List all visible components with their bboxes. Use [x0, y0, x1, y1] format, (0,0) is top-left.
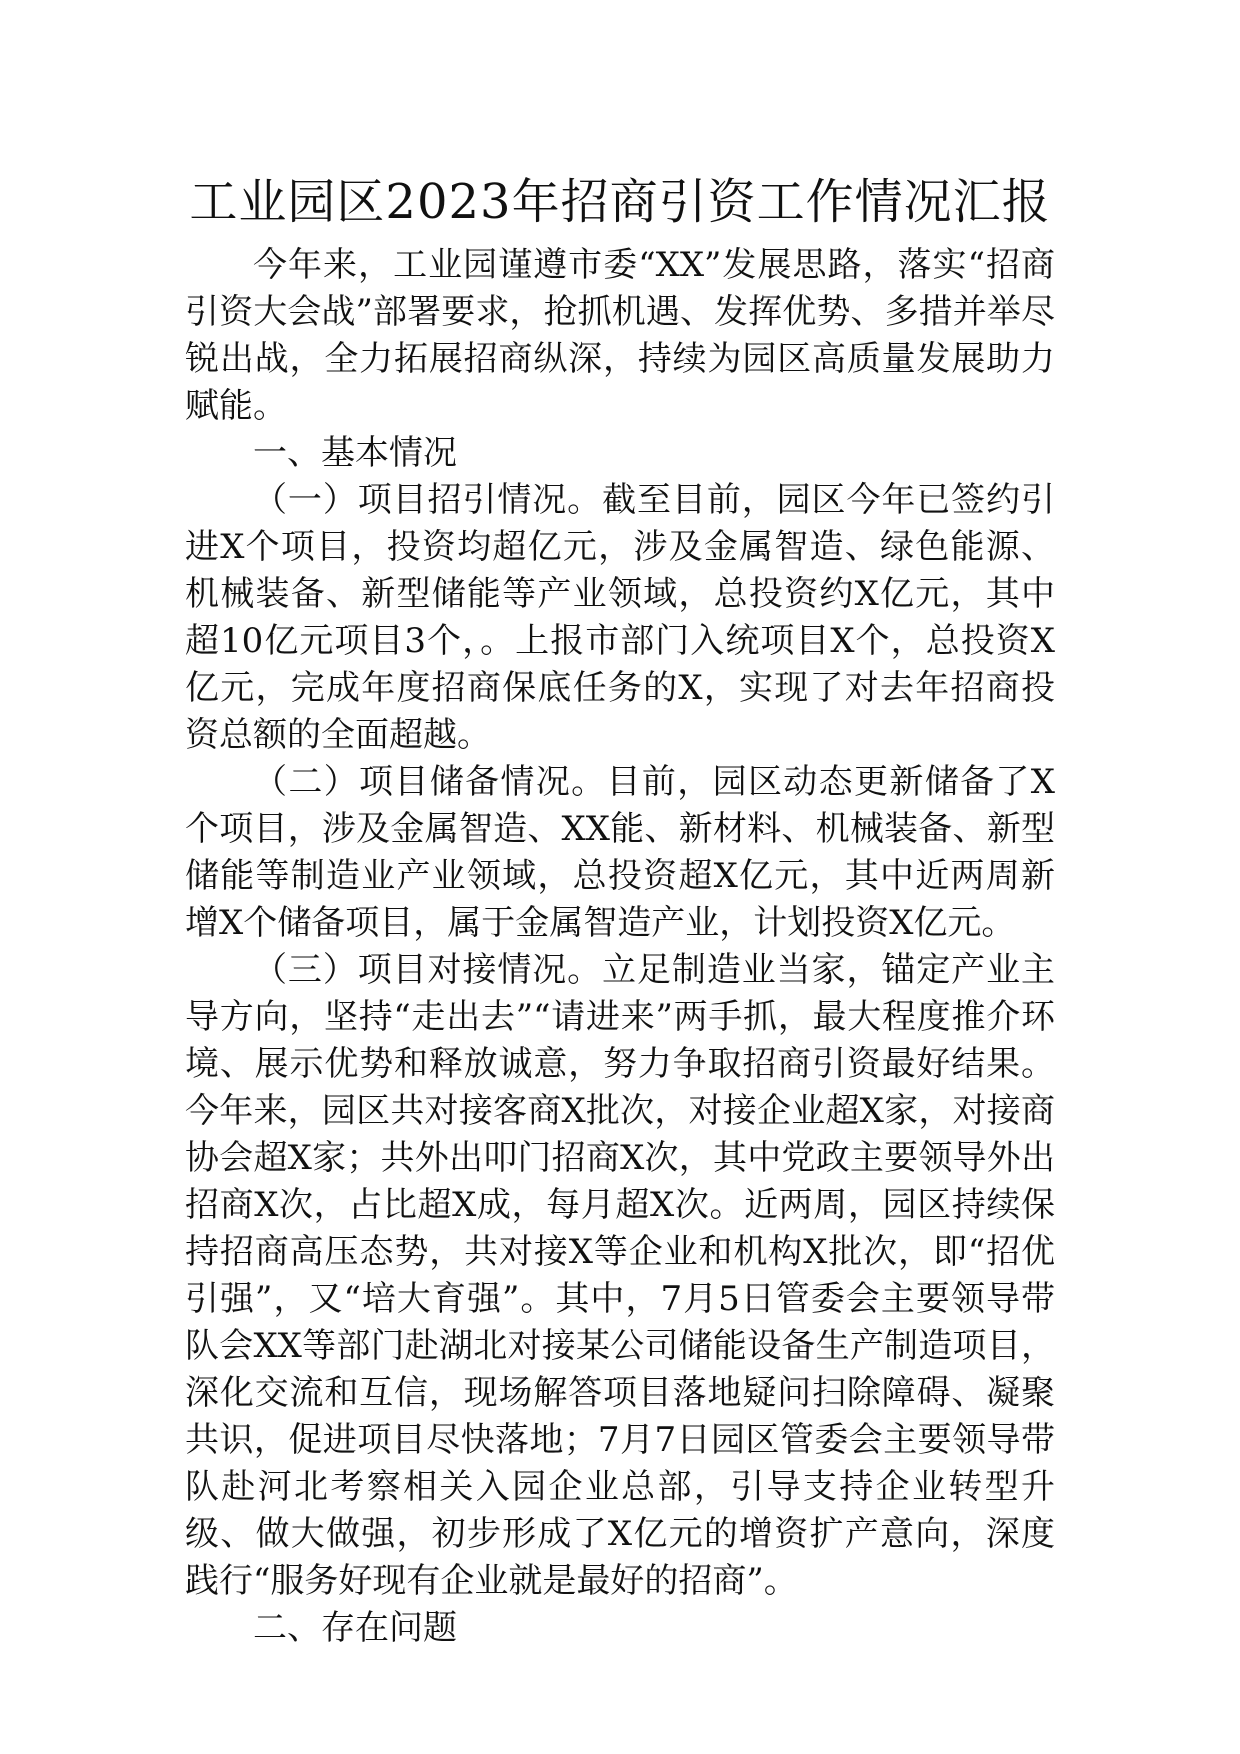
paragraph-project-reserve: （二）项目储备情况。目前，园区动态更新储备了X个项目，涉及金属智造、XX能、新材料、机械装备、新型储能等制造业产业领域，总投资超X亿元，其中近两周新增X个储备项目，属于金属智造产业，计划投资X亿元。	[185, 762, 1055, 943]
document-body	[185, 242, 1055, 1652]
paragraph-project-attraction: （一）项目招引情况。截至目前，园区今年已签约引进X个项目，投资均超亿元，涉及金属智造、绿色能源、机械装备、新型储能等产业领域，总投资约X亿元，其中超10亿元项目3个，。上报市部门入统项目X个，总投资X亿元，完成年度招商保底任务的X，实现了对去年招商投资总额的全面超越。	[185, 480, 1055, 755]
document-title: 工业园区2023年招商引资工作情况汇报	[189, 174, 1051, 230]
section-heading-basic-situation: 一、基本情况	[253, 433, 457, 473]
section-heading-existing-problems: 二、存在问题	[253, 1608, 457, 1648]
intro-paragraph: 今年来，工业园谨遵市委“XX”发展思路，落实“招商引资大会战”部署要求，抢抓机遇、发挥优势、多措并举尽锐出战，全力拓展招商纵深，持续为园区高质量发展助力赋能。	[185, 245, 1055, 426]
paragraph-project-docking: （三）项目对接情况。立足制造业当家，锚定产业主导方向，坚持“走出去”“请进来”两手抓，最大程度推介环境、展示优势和释放诚意，努力争取招商引资最好结果。今年来，园区共对接客商X批次，对接企业超X家，对接商协会超X家；共外出叩门招商X次，其中党政主要领导外出招商X次，占比超X成，每月超X次。近两周，园区持续保持招商高压态势，共对接X等企业和机构X批次，即“招优引强”，又“培大育强”。其中，7月5日管委会主要领导带队会XX等部门赴湖北对接某公司储能设备生产制造项目，深化交流和互信，现场解答项目落地疑问扫除障碍、凝聚共识，促进项目尽快落地；7月7日园区管委会主要领导带队赴河北考察相关入园企业总部，引导支持企业转型升级、做大做强，初步形成了X亿元的增资扩产意向，深度践行“服务好现有企业就是最好的招商”。	[185, 950, 1055, 1601]
